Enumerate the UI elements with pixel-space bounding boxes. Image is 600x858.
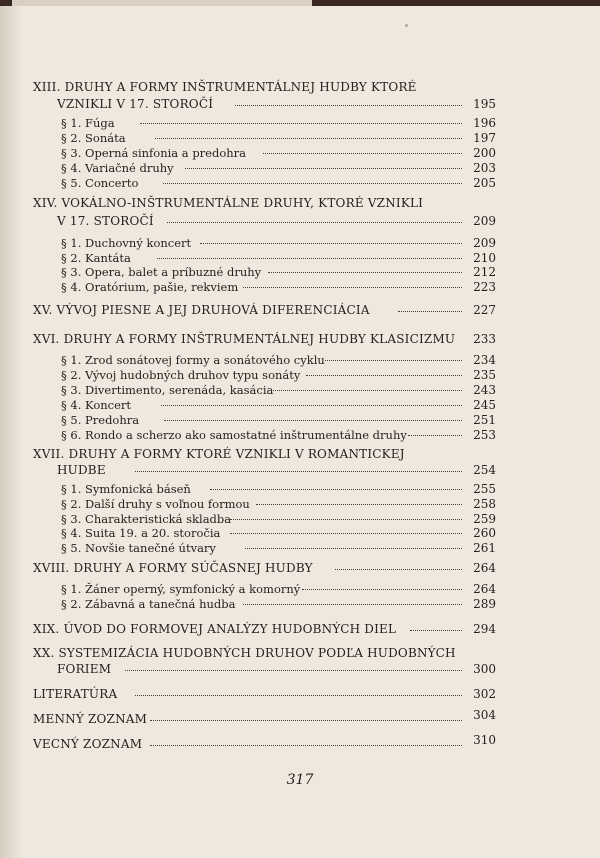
section-xiv-title-line1: XIV. VOKÁLNO-INŠTRUMENTÁLNE DRUHY, KTORÉ VZNIKLI [33, 196, 424, 210]
toc-item: § 6. Rondo a scherzo ako samostatné inštrumentálne druhy [61, 428, 407, 442]
toc-item-page: 260 [473, 526, 496, 540]
toc-item-page: 209 [473, 236, 496, 250]
toc-item: § 2. Další druhy s voľnou formou [61, 497, 250, 511]
toc-item: § 3. Divertimento, serenáda, kasácia [61, 383, 274, 397]
leader-dots [230, 530, 462, 534]
leader-dots [150, 717, 462, 721]
toc-item: § 5. Predohra [61, 413, 140, 427]
leader-dots [125, 667, 462, 671]
leader-dots [161, 402, 462, 406]
leader-dots [268, 269, 462, 273]
literatura-page: 302 [473, 687, 496, 701]
paper-speck [405, 24, 408, 27]
leader-dots [306, 372, 462, 376]
toc-item-page: 203 [473, 161, 496, 175]
vecny-zoznam-title: VECNÝ ZOZNAM [33, 737, 143, 751]
leader-dots [157, 255, 462, 259]
section-xiii-title-line1: XIII. DRUHY A FORMY INŠTRUMENTÁLNEJ HUDBY KTORÉ [33, 80, 417, 94]
section-xiii-page: 195 [473, 97, 496, 111]
leader-dots [167, 219, 462, 223]
section-xvi-page: 233 [473, 332, 496, 346]
leader-dots [150, 742, 462, 746]
leader-dots [200, 240, 462, 244]
toc-item-page: 243 [473, 383, 496, 397]
section-xvii-title-line1: XVII. DRUHY A FORMY KTORÉ VZNIKLI V ROMANTICKEJ [33, 447, 405, 461]
section-xv-title: XV. VÝVOJ PIESNE A JEJ DRUHOVÁ DIFERENCIÁCIA [33, 303, 370, 317]
toc-item-page: 245 [473, 398, 496, 412]
leader-dots [164, 417, 462, 421]
toc-item: § 1. Duchovný koncert [61, 236, 192, 250]
toc-item: § 3. Operná sinfonia a predohra [61, 146, 247, 160]
section-xx-title-line2: FORIEM [57, 662, 112, 676]
leader-dots [325, 357, 462, 361]
section-xix-page: 294 [473, 622, 496, 636]
toc-item: § 2. Sonáta [61, 131, 126, 145]
section-xiv-title-line2: V 17. STOROČÍ [57, 214, 154, 228]
toc-item: § 4. Suita 19. a 20. storočia [61, 526, 221, 540]
toc-item-page: 205 [473, 176, 496, 190]
toc-item-page: 251 [473, 413, 496, 427]
leader-dots [335, 566, 462, 570]
toc-item: § 5. Concerto [61, 176, 139, 190]
leader-dots [263, 150, 462, 154]
leader-dots [210, 486, 462, 490]
toc-item-page: 261 [473, 541, 496, 555]
section-xiii-title-line2: VZNIKLI V 17. STOROČÍ [57, 97, 214, 111]
toc-item-page: 235 [473, 368, 496, 382]
toc-item: § 2. Vývoj hudobných druhov typu sonáty [61, 368, 301, 382]
vecny-zoznam-page: 310 [473, 733, 496, 747]
section-xvii-page: 254 [473, 463, 496, 477]
leader-dots [163, 180, 462, 184]
leader-dots [135, 692, 462, 696]
toc-item-page: 258 [473, 497, 496, 511]
section-xviii-page: 264 [473, 561, 496, 575]
toc-item: § 4. Variačné druhy [61, 161, 174, 175]
toc-item-page: 234 [473, 353, 496, 367]
toc-item: § 1. Fúga [61, 116, 115, 130]
toc-item: § 5. Novšie tanečné útvary [61, 541, 216, 555]
leader-dots [243, 284, 462, 288]
toc-item-page: 196 [473, 116, 496, 130]
leader-dots [269, 387, 462, 391]
leader-dots [302, 586, 462, 590]
toc-item-page: 259 [473, 512, 496, 526]
toc-item-page: 223 [473, 280, 496, 294]
toc-item: § 4. Oratórium, pašie, rekviem [61, 280, 239, 294]
page-number: 317 [286, 772, 314, 788]
toc-item-page: 253 [473, 428, 496, 442]
toc-item-page: 255 [473, 482, 496, 496]
toc-item-page: 264 [473, 582, 496, 596]
leader-dots [398, 308, 462, 312]
toc-item-page: 197 [473, 131, 496, 145]
leader-dots [140, 120, 462, 124]
toc-item-page: 210 [473, 251, 496, 265]
toc-item: § 2. Kantáta [61, 251, 131, 265]
toc-item: § 1. Zrod sonátovej formy a sonátového cyklu [61, 353, 325, 367]
section-xviii-title: XVIII. DRUHY A FORMY SÚČASNEJ HUDBY [33, 561, 313, 575]
menny-zoznam-page: 304 [473, 708, 496, 722]
toc-item: § 2. Zábavná a tanečná hudba [61, 597, 236, 611]
toc-item: § 3. Opera, balet a príbuzné druhy [61, 265, 262, 279]
literatura-title: LITERATÚRA [33, 687, 118, 701]
leader-dots [230, 516, 462, 520]
toc-item: § 4. Koncert [61, 398, 132, 412]
section-xx-title-line1: XX. SYSTEMIZÁCIA HUDOBNÝCH DRUHOV PODĽA HUDOBNÝCH [33, 646, 456, 660]
section-xv-page: 227 [473, 303, 496, 317]
toc-item-page: 289 [473, 597, 496, 611]
leader-dots [135, 468, 462, 472]
menny-zoznam-title: MENNÝ ZOZNAM [33, 712, 148, 726]
toc-item: § 1. Žáner operný, symfonický a komorný [61, 582, 301, 596]
toc-item-page: 200 [473, 146, 496, 160]
leader-dots [410, 627, 462, 631]
leader-dots [256, 501, 462, 505]
leader-dots [245, 545, 462, 549]
toc-item: § 1. Symfonická báseň [61, 482, 191, 496]
leader-dots [408, 432, 462, 436]
leader-dots [243, 601, 462, 605]
section-xvi-title: XVI. DRUHY A FORMY INŠTRUMENTÁLNEJ HUDBY KLASICIZMU [33, 332, 456, 346]
section-xx-page: 300 [473, 662, 496, 676]
section-xix-title: XIX. ÚVOD DO FORMOVEJ ANALÝZY HUDOBNÝCH DIEL [33, 622, 397, 636]
page-gutter-shadow [0, 6, 22, 858]
leader-dots [155, 135, 462, 139]
leader-dots [235, 102, 462, 106]
section-xvii-title-line2: HUDBE [57, 463, 106, 477]
toc-item-page: 212 [473, 265, 496, 279]
section-xiv-page: 209 [473, 214, 496, 228]
toc-item: § 3. Charakteristická skladba [61, 512, 232, 526]
leader-dots [185, 165, 462, 169]
